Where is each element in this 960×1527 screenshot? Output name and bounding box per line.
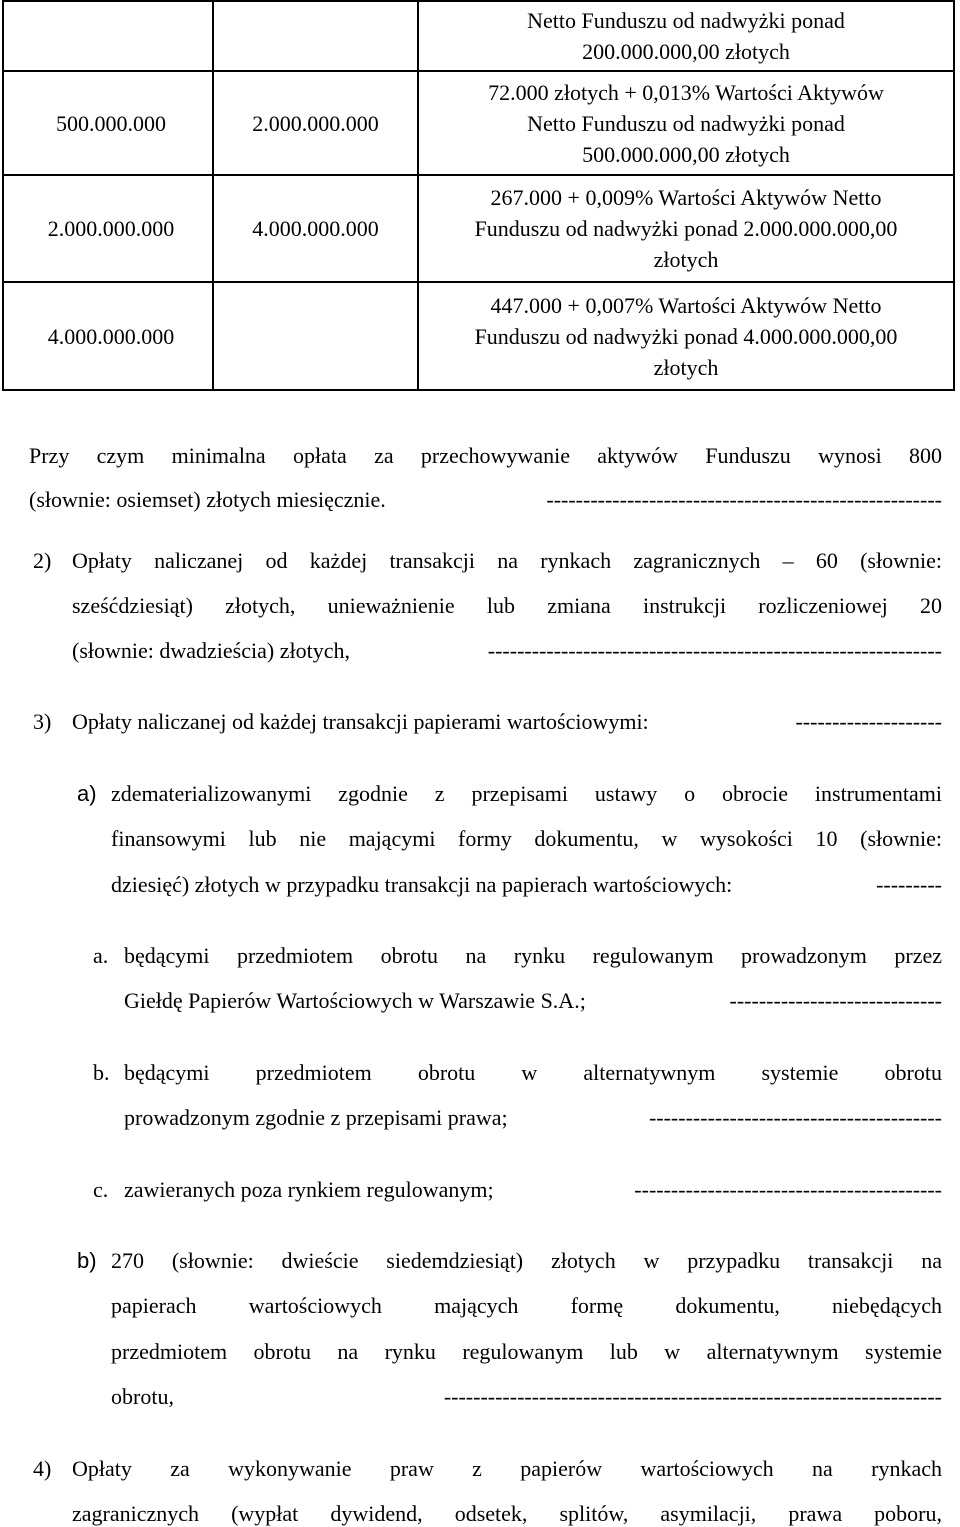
list-marker: c.	[93, 1177, 109, 1202]
item-number: 3)	[33, 709, 52, 734]
item4-line-1	[72, 1456, 942, 1482]
item2-line-3-text: (słownie: dwadzieścia) złotych,	[72, 638, 350, 663]
list-marker: a)	[77, 781, 97, 806]
fee-line: Netto Funduszu od nadwyżki ponad	[527, 8, 845, 33]
sub-b-text: będącymi przedmiotem obrotu w alternatywnym systemie obrotu	[124, 1060, 942, 1085]
item3b-line-3	[111, 1339, 942, 1365]
list-marker: a.	[93, 943, 109, 968]
fee-line: 72.000 złotych + 0,013% Wartości Aktywów	[488, 79, 884, 105]
list-marker: b.	[93, 1060, 110, 1085]
item3a-text: zdematerializowanymi zgodnie z przepisami ustawy o obrocie instrumentami	[111, 781, 942, 806]
dash-filler: ----------------------------------------	[648, 1105, 942, 1130]
threshold-to	[213, 1, 418, 71]
sub-a-text: będącymi przedmiotem obrotu na rynku regulowanym prowadzonym przez	[124, 943, 942, 968]
sub-a-line-1	[124, 943, 942, 969]
table-row	[3, 175, 954, 282]
item3-text: Opłaty naliczanej od każdej transakcji papierami wartościowymi:	[72, 709, 649, 734]
dash-filler: -----------------------------	[729, 988, 942, 1013]
item2-line-1	[72, 548, 942, 574]
item3b-text: przedmiotem obrotu na rynku regulowanym lub w alternatywnym systemie	[111, 1339, 942, 1364]
fee-line: Funduszu od nadwyżki ponad 2.000.000.000,00	[474, 216, 898, 241]
fee-cell	[418, 282, 954, 390]
item2-line-2	[72, 593, 942, 619]
item-number: 4)	[33, 1456, 52, 1481]
fee-cell	[418, 71, 954, 175]
fee-cell	[418, 175, 954, 282]
fee-table	[2, 0, 955, 391]
min-fee-line-2-text: (słownie: osiemset) złotych miesięcznie.	[29, 487, 386, 512]
fee-line: 200.000.000,00 złotych	[582, 39, 790, 64]
item3b-line-1	[111, 1248, 942, 1274]
fee-line: złotych	[653, 247, 719, 272]
min-fee-text: Przy czym minimalna opłata za przechowywanie aktywów Funduszu wynosi 800	[29, 443, 942, 468]
item3a-line-1	[111, 781, 942, 807]
threshold-from: 500.000.000	[3, 71, 213, 175]
dash-filler: --------------------------------------------------------------	[487, 638, 942, 663]
threshold-to: 2.000.000.000	[213, 71, 418, 175]
dash-filler: ------------------------------------------------------	[546, 487, 942, 512]
threshold-to: 4.000.000.000	[213, 175, 418, 282]
threshold-to	[213, 282, 418, 390]
dash-filler: ---------	[876, 872, 942, 897]
item-number: 2)	[33, 548, 52, 573]
item3a-line-3-text: dziesięć) złotych w przypadku transakcji na papierach wartościowych:	[111, 872, 733, 897]
item2-text: Opłaty naliczanej od każdej transakcji na rynkach zagranicznych – 60 (słownie:	[72, 548, 942, 573]
fee-cell	[418, 1, 954, 71]
fee-line: złotych	[653, 354, 719, 380]
table-row	[3, 282, 954, 390]
threshold-from: 4.000.000.000	[3, 282, 213, 390]
sub-b-line-1	[124, 1060, 942, 1086]
table-row	[3, 71, 954, 175]
fee-line: Funduszu od nadwyżki ponad 4.000.000.000,00	[474, 323, 898, 349]
item3a-text: finansowymi lub nie mającymi formy dokumentu, w wysokości 10 (słownie:	[111, 826, 942, 851]
sub-b-line-2-text: prowadzonym zgodnie z przepisami prawa;	[124, 1105, 508, 1130]
item4-line-2	[72, 1501, 942, 1527]
item3a-line-2	[111, 826, 942, 852]
item4-text: zagranicznych (wypłat dywidend, odsetek, splitów, asymilacji, prawa poboru,	[72, 1501, 942, 1526]
table-row	[3, 1, 954, 71]
item3b-text: papierach wartościowych mających formę dokumentu, niebędących	[111, 1293, 942, 1318]
item3b-line-2	[111, 1293, 942, 1319]
threshold-from: 2.000.000.000	[3, 175, 213, 282]
fee-line: 267.000 + 0,009% Wartości Aktywów Netto	[490, 185, 882, 210]
threshold-from	[3, 1, 213, 71]
item3b-line-4-text: obrotu,	[111, 1384, 174, 1409]
dash-filler: ------------------------------------------	[634, 1177, 942, 1202]
min-fee-line-1	[29, 443, 942, 469]
sub-a-line-2-text: Giełdę Papierów Wartościowych w Warszawie S.A.;	[124, 988, 586, 1013]
dash-filler: --------------------	[795, 709, 942, 734]
sub-c-text: zawieranych poza rynkiem regulowanym;	[124, 1177, 494, 1202]
fee-line: 500.000.000,00 złotych	[582, 141, 790, 167]
dash-filler: --------------------------------------------------------------------	[443, 1384, 942, 1409]
fee-line: 447.000 + 0,007% Wartości Aktywów Netto	[490, 292, 882, 318]
fee-line: Netto Funduszu od nadwyżki ponad	[527, 110, 845, 136]
list-marker: b)	[77, 1248, 97, 1273]
item3b-text: 270 (słownie: dwieście siedemdziesiąt) złotych w przypadku transakcji na	[111, 1248, 942, 1273]
item4-text: Opłaty za wykonywanie praw z papierów wartościowych na rynkach	[72, 1456, 942, 1481]
item2-text: sześćdziesiąt) złotych, unieważnienie lub zmiana instrukcji rozliczeniowej 20	[72, 593, 942, 618]
